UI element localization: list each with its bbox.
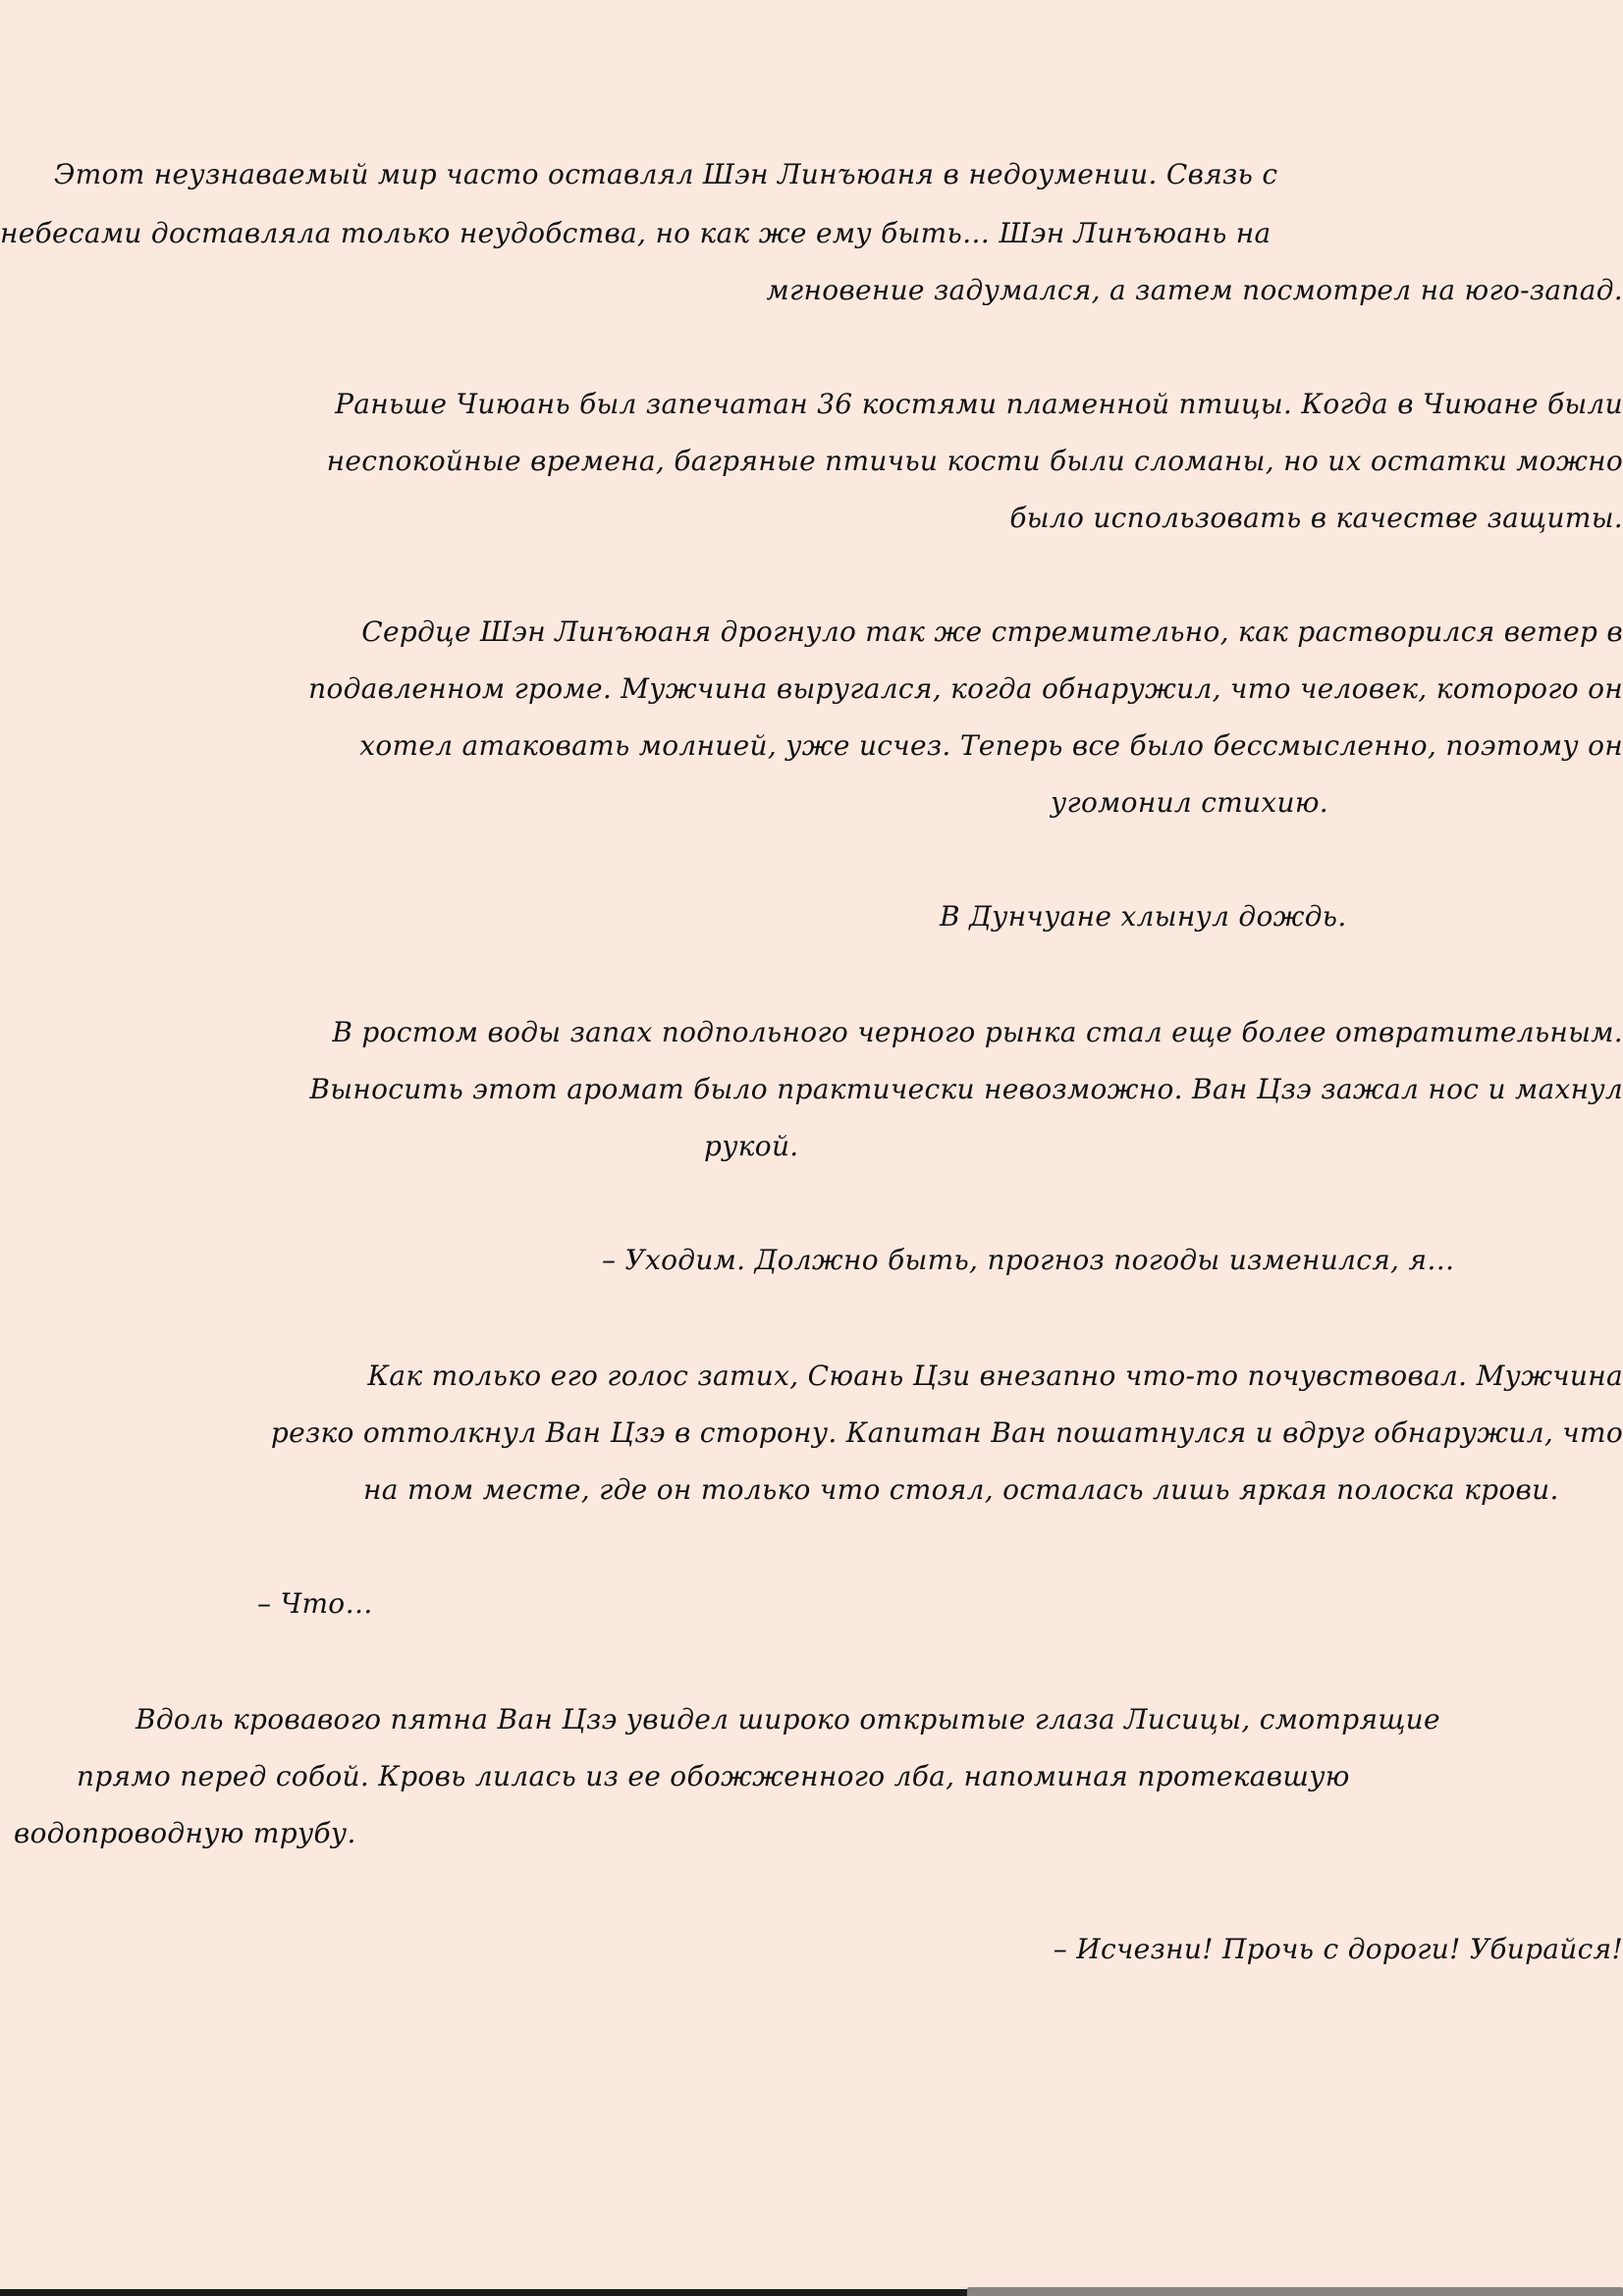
text-line: рукой. <box>704 1130 799 1162</box>
text-line: Раньше Чиюань был запечатан 36 костями пламенной птицы. Когда в Чиюане были <box>335 388 1623 420</box>
text-line: Вдоль кровавого пятна Ван Цзэ увидел широко открытые глаза Лисицы, смотрящие <box>135 1703 1440 1735</box>
text-line: угомонил стихию. <box>1051 786 1328 819</box>
horizontal-scrollbar-thumb[interactable] <box>967 2287 1623 2296</box>
text-line: было использовать в качестве защиты. <box>1009 502 1623 534</box>
text-line: В Дунчуане хлынул дождь. <box>940 900 1347 933</box>
text-line: В ростом воды запах подпольного черного рынка стал еще более отвратительным. <box>332 1016 1623 1048</box>
text-line: Выносить этот аромат было практически невозможно. Ван Цзэ зажал нос и махнул <box>309 1073 1623 1105</box>
text-line: небесами доставляла только неудобства, но как же ему быть… Шэн Линъюань на <box>0 217 1271 249</box>
text-line: водопроводную трубу. <box>14 1817 356 1849</box>
text-line: неспокойные времена, багряные птичьи кости были сломаны, но их остатки можно <box>326 445 1623 477</box>
text-line: хотел атаковать молнией, уже исчез. Теперь все было бессмысленно, поэтому он <box>359 729 1623 762</box>
text-line: – Исчезни! Прочь с дороги! Убирайся! <box>1053 1933 1623 1965</box>
text-line: Сердце Шэн Линъюаня дрогнуло так же стремительно, как растворился ветер в <box>361 615 1623 648</box>
text-line: на том месте, где он только что стоял, осталась лишь яркая полоска крови. <box>363 1473 1559 1506</box>
text-line: – Уходим. Должно быть, прогноз погоды изменился, я… <box>602 1244 1455 1276</box>
text-line: Этот неузнаваемый мир часто оставлял Шэн Линъюаня в недоумении. Связь с <box>54 158 1278 190</box>
text-line: резко оттолкнул Ван Цзэ в сторону. Капитан Ван пошатнулся и вдруг обнаружил, что <box>270 1416 1623 1449</box>
text-line: – Что… <box>257 1587 373 1620</box>
text-line: Как только его голос затих, Сюань Цзи внезапно что-то почувствовал. Мужчина <box>367 1360 1623 1392</box>
text-line: прямо перед собой. Кровь лилась из ее обожженного лба, напоминая протекавшую <box>77 1760 1350 1792</box>
text-line: подавленном громе. Мужчина выругался, когда обнаружил, что человек, которого он <box>308 672 1623 705</box>
text-line: мгновение задумался, а затем посмотрел на юго-запад. <box>766 274 1623 306</box>
